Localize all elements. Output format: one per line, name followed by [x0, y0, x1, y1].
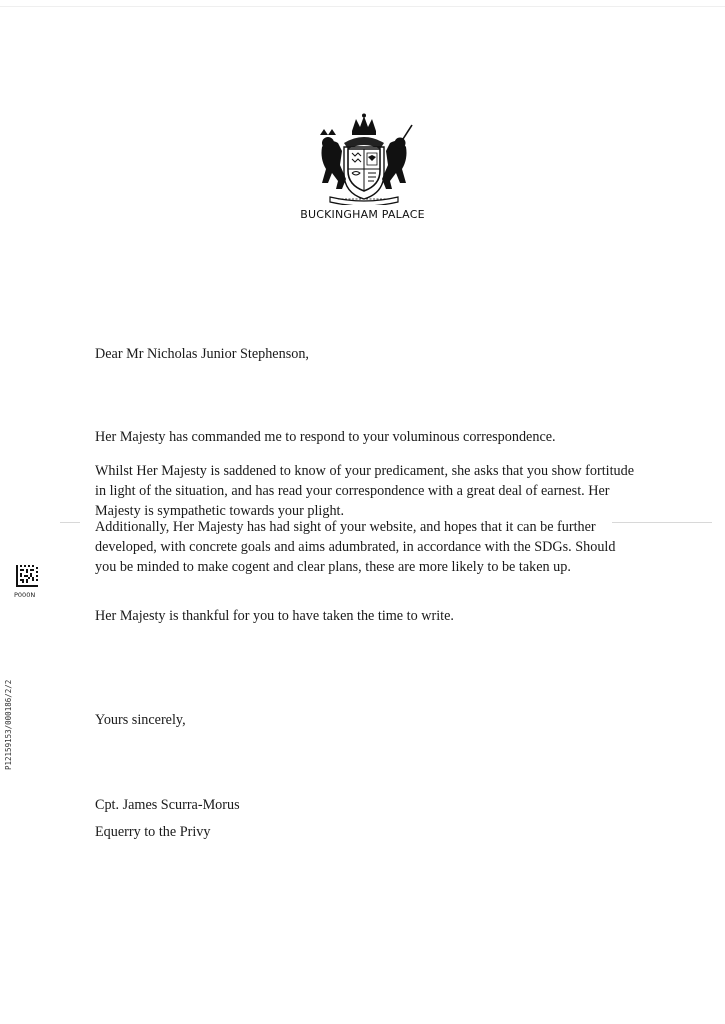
body-paragraph-3: Additionally, Her Majesty has had sight of your website, and hopes that it can be further developed, with concrete goals and aims adumbrated, in accordance with the SDGs. Should you be minded to make cogent and clear plans, these are more likely to be taken up. [95, 519, 616, 575]
document-reference: P12159153/000186/2/2 [4, 679, 13, 770]
datamatrix-barcode-icon [16, 565, 38, 587]
body-paragraph-2: Whilst Her Majesty is saddened to know of your predicament, she asks that you show fortitude in light of the situation, and has read your correspondence with a great deal of earnest. Her Majesty is sympathetic towards your plight. [95, 463, 635, 519]
body-paragraph-4: Her Majesty is thankful for you to have taken the time to write. [95, 608, 454, 624]
royal-coat-of-arms-icon [308, 113, 420, 205]
margin-barcode [14, 565, 44, 599]
letterhead-title: BUCKINGHAM PALACE [300, 208, 425, 221]
body-paragraph-1: Her Majesty has commanded me to respond to your voluminous correspondence. [95, 429, 556, 445]
barcode-label: P000N [14, 591, 36, 599]
salutation: Dear Mr Nicholas Junior Stephenson, [95, 346, 309, 362]
closing: Yours sincerely, [95, 712, 186, 728]
signatory-name: Cpt. James Scurra-Morus [95, 797, 240, 813]
signatory-title: Equerry to the Privy [95, 824, 211, 840]
scan-artifact-line [0, 6, 725, 7]
scan-artifact-line [60, 522, 80, 523]
